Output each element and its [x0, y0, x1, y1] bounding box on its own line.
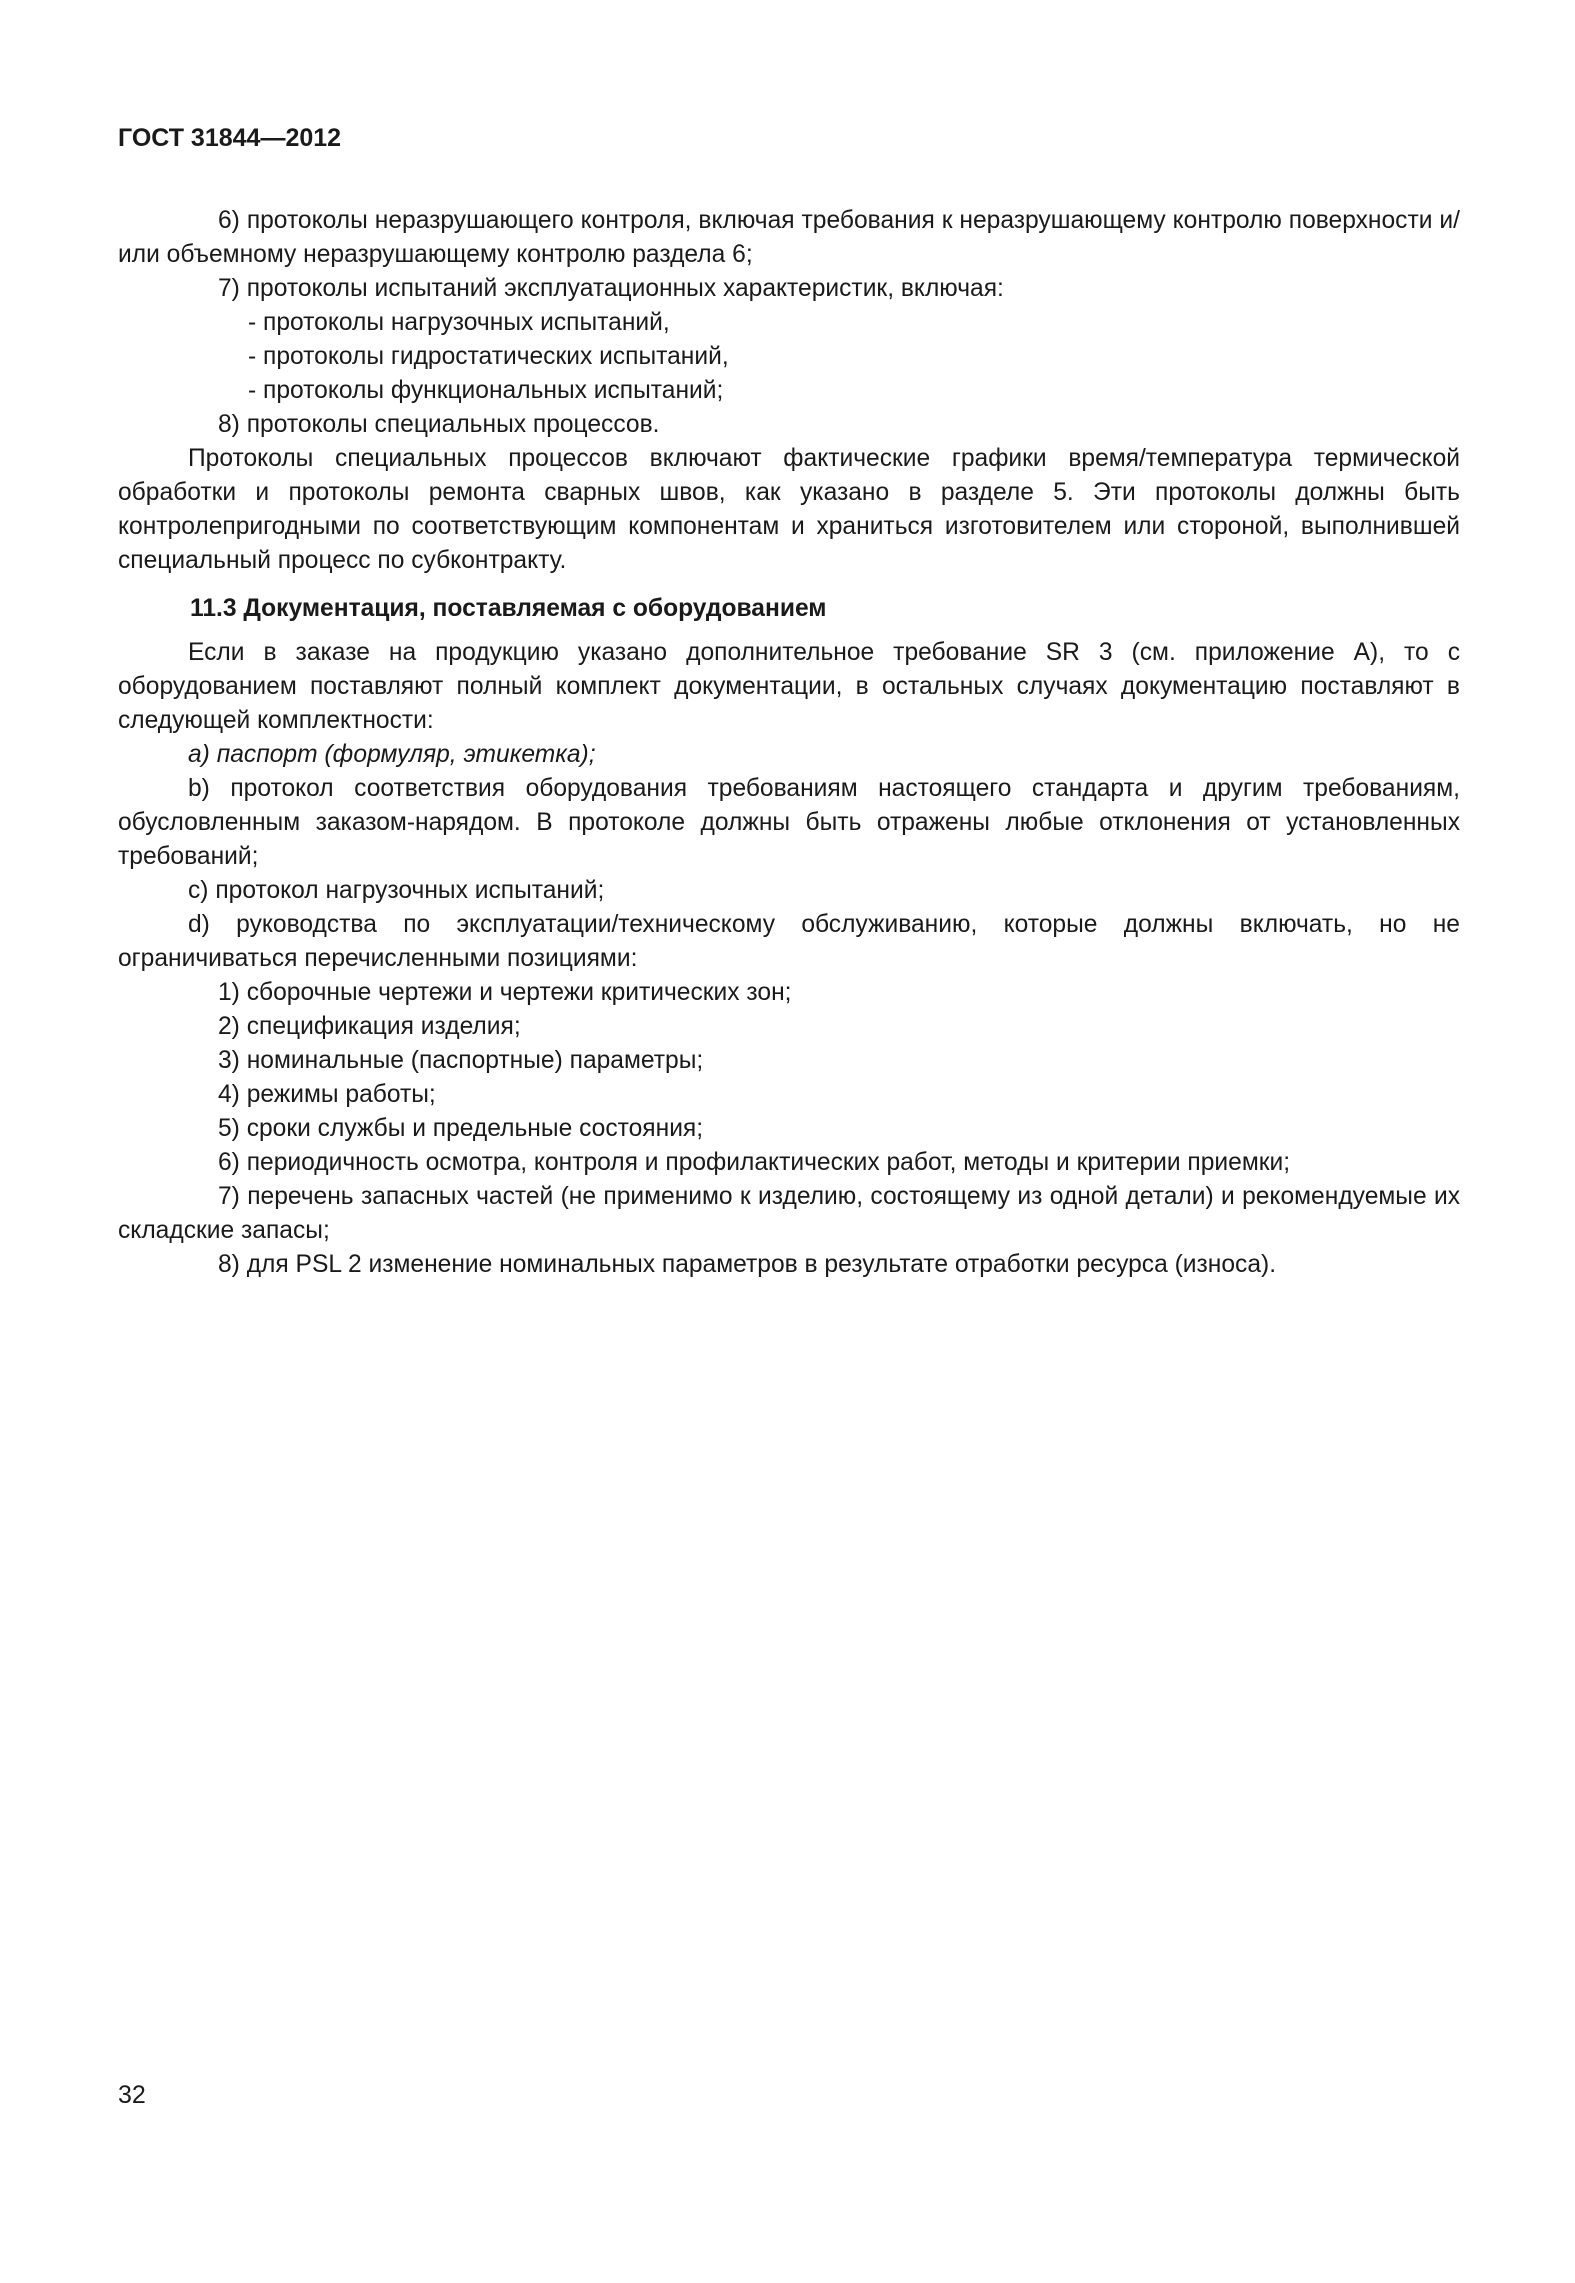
list-item-service-life: 5) сроки службы и предельные состояния; [218, 1115, 704, 1142]
list-item-spare-parts: 7) перечень запасных частей (не применимо к изделию, состоящему из одной детали) и рекомендуемые их складские запасы; [118, 1183, 1460, 1244]
list-item-functional-tests: - протоколы функциональных испытаний; [248, 377, 724, 404]
list-item-hydrostatic-tests: - протоколы гидростатических испытаний, [248, 343, 729, 370]
page-number: 32 [118, 2081, 146, 2109]
paragraph-special-processes: 8) протоколы специальных процессов. [218, 411, 660, 438]
paragraph-special-processes-detail: Протоколы специальных процессов включают фактические графики время/температура термической обработки и протоколы ремонта сварных швов, как указано в разделе 5. Эти протоколы должны быть контролепригодными по соответствующим компонентам и храниться изготовителем или стороной, выполнившей специальный процесс по субконтракту. [118, 445, 1460, 574]
list-item-psl2-changes: 8) для PSL 2 изменение номинальных параметров в результате отработки ресурса (износа). [218, 1251, 1277, 1278]
list-item-manuals: d) руководства по эксплуатации/техническому обслуживанию, которые должны включать, но не ограничиваться перечисленными позициями: [118, 911, 1460, 972]
document-header: ГОСТ 31844—2012 [118, 124, 342, 152]
list-item-load-test-protocol: с) протокол нагрузочных испытаний; [188, 877, 605, 904]
list-item-load-tests: - протоколы нагрузочных испытаний, [248, 309, 670, 336]
list-item-passport: а) паспорт (формуляр, этикетка); [188, 741, 596, 768]
list-item-nominal-parameters: 3) номинальные (паспортные) параметры; [218, 1047, 704, 1074]
list-item-inspection-periodicity: 6) периодичность осмотра, контроля и профилактических работ, методы и критерии приемки; [218, 1149, 1291, 1176]
list-item-assembly-drawings: 1) сборочные чертежи и чертежи критических зон; [218, 979, 792, 1006]
paragraph-ndt-protocols: 6) протоколы неразрушающего контроля, включая требования к неразрушающему контролю поверхности и/или объемному неразрушающему контролю раздела 6; [118, 207, 1460, 268]
list-item-compliance-protocol: b) протокол соответствия оборудования требованиям настоящего стандарта и другим требованиям, обусловленным заказом-нарядом. В протоколе должны быть отражены любые отклонения от установленных требований; [118, 775, 1460, 870]
list-item-specification: 2) спецификация изделия; [218, 1013, 521, 1040]
paragraph-performance-tests: 7) протоколы испытаний эксплуатационных характеристик, включая: [218, 275, 1004, 302]
paragraph-documentation-intro: Если в заказе на продукцию указано дополнительное требование SR 3 (см. приложение А), то с оборудованием поставляют полный комплект документации, в остальных случаях документацию поставляют в следующей комплектности: [118, 639, 1460, 734]
section-heading: 11.3 Документация, поставляемая с оборудованием [190, 595, 827, 622]
document-body [118, 204, 1460, 1282]
list-item-operating-modes: 4) режимы работы; [218, 1081, 436, 1108]
